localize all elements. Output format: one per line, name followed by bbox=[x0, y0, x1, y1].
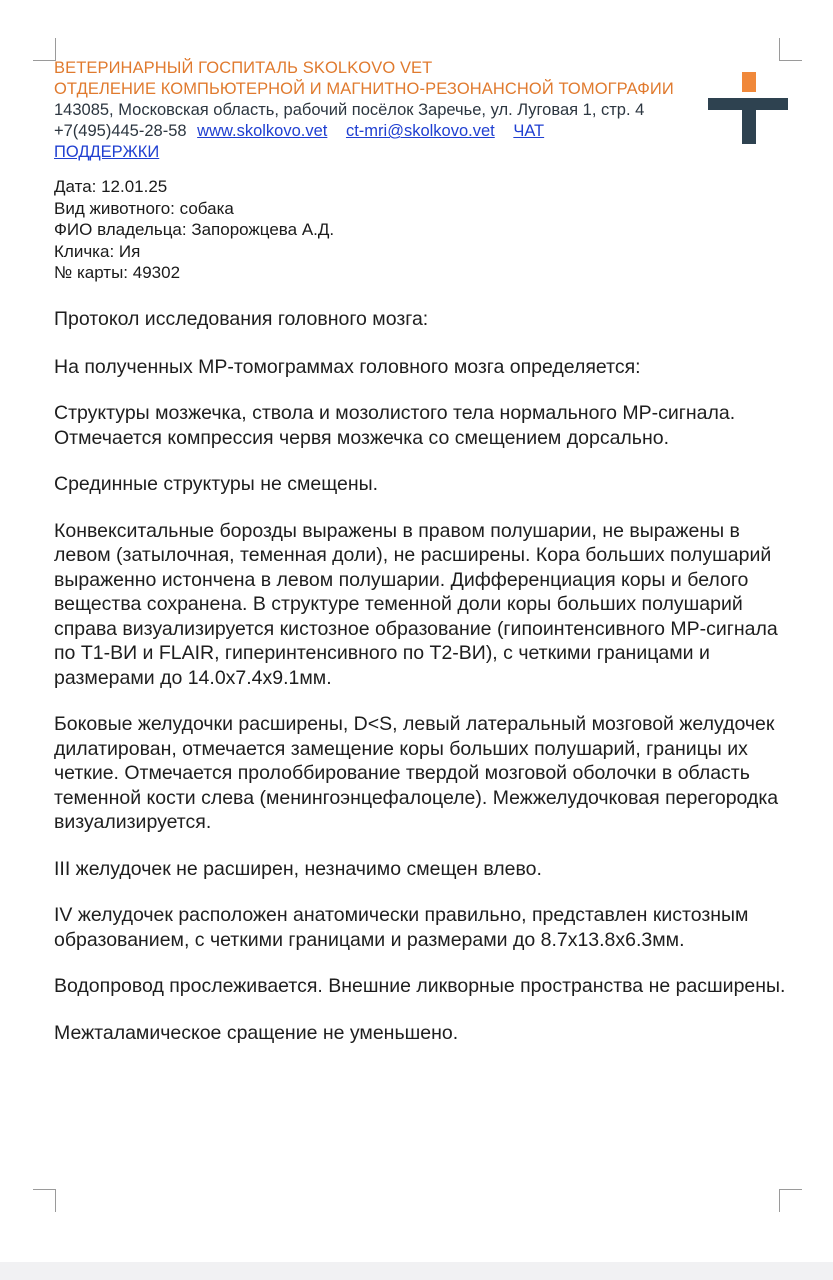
org-name: ВЕТЕРИНАРНЫЙ ГОСПИТАЛЬ SKOLKOVO VET bbox=[54, 59, 433, 77]
report-paragraph: Боковые желудочки расширены, D<S, левый латеральный мозговой желудочек дилатирован, отмечается замещение коры больших полушарий, границы их четкие. Отмечается пролоббирование твердой мозговой оболочки в область теменной кости слева (менингоэнцефалоцеле). Межжелудочковая перегородка визуализируется. bbox=[54, 713, 779, 833]
chat-support-link[interactable]: ЧАТ bbox=[513, 122, 545, 140]
patient-info bbox=[54, 176, 334, 284]
letterhead bbox=[54, 58, 704, 163]
report-paragraph: Конвекситальные борозды выражены в правом полушарии, не выражены в левом (затылочная, теменная доли), не расширены. Кора больших полушарий выраженно истончена в левом полушарии. Дифференциация коры и белого вещества сохранена. В структуре теменной доли коры больших полушарий справа визуализируется кистозное образование (гипоинтенсивного МР-сигнала по Т1-ВИ и FLAIR, гиперинтенсивного по Т2-ВИ), с четкими границами и размерами до 14.0х7.4х9.1мм. bbox=[54, 519, 778, 689]
viewer-bottom-strip bbox=[0, 1262, 833, 1280]
report-paragraph: IV желудочек расположен анатомически правильно, представлен кистозным образованием, с четкими границами и размерами до 8.7х13.8х6.3мм. bbox=[54, 904, 749, 951]
report-paragraph: III желудочек не расширен, незначимо смещен влево. bbox=[54, 857, 542, 880]
report-body bbox=[54, 307, 789, 1067]
address: 143085, Московская область, рабочий посёлок Заречье, ул. Луговая 1, стр. 4 bbox=[54, 101, 645, 119]
species: Вид животного: собака bbox=[54, 198, 234, 218]
pet-name: Кличка: Ия bbox=[54, 241, 141, 261]
email-link[interactable]: ct-mri@skolkovo.vet bbox=[345, 122, 495, 140]
report-paragraph: Межталамическое сращение не уменьшено. bbox=[54, 1021, 459, 1044]
owner-name: ФИО владельца: Запорожцева А.Д. bbox=[54, 220, 335, 239]
crop-mark-bottom-right bbox=[779, 1189, 802, 1212]
report-paragraph: На полученных МР-томограммах головного мозга определяется: bbox=[54, 355, 641, 378]
report-paragraph: Срединные структуры не смещены. bbox=[54, 473, 379, 495]
date: Дата: 12.01.25 bbox=[54, 177, 168, 196]
department-name: ОТДЕЛЕНИЕ КОМПЬЮТЕРНОЙ И МАГНИТНО-РЕЗОНАНСНОЙ ТОМОГРАФИИ bbox=[54, 80, 674, 98]
chat-support-link-cont[interactable]: ПОДДЕРЖКИ bbox=[54, 143, 160, 161]
report-title: Протокол исследования головного мозга: bbox=[54, 308, 429, 330]
phone: +7(495)445-28-58 bbox=[54, 122, 187, 140]
report-paragraph: Структуры мозжечка, ствола и мозолистого тела нормального МР-сигнала. Отмечается компрессия червя мозжечка со смещением дорсально. bbox=[54, 402, 736, 449]
report-paragraph: Водопровод прослеживается. Внешние ликворные пространства не расширены. bbox=[54, 975, 786, 997]
crop-mark-bottom-left bbox=[33, 1189, 56, 1212]
crop-mark-top-right bbox=[779, 38, 802, 61]
crop-mark-top-left bbox=[33, 38, 56, 61]
website-link[interactable]: www.skolkovo.vet bbox=[197, 122, 328, 140]
skolkovo-vet-logo-icon bbox=[708, 72, 788, 144]
card-number: № карты: 49302 bbox=[54, 263, 181, 282]
contacts-line bbox=[54, 121, 704, 142]
